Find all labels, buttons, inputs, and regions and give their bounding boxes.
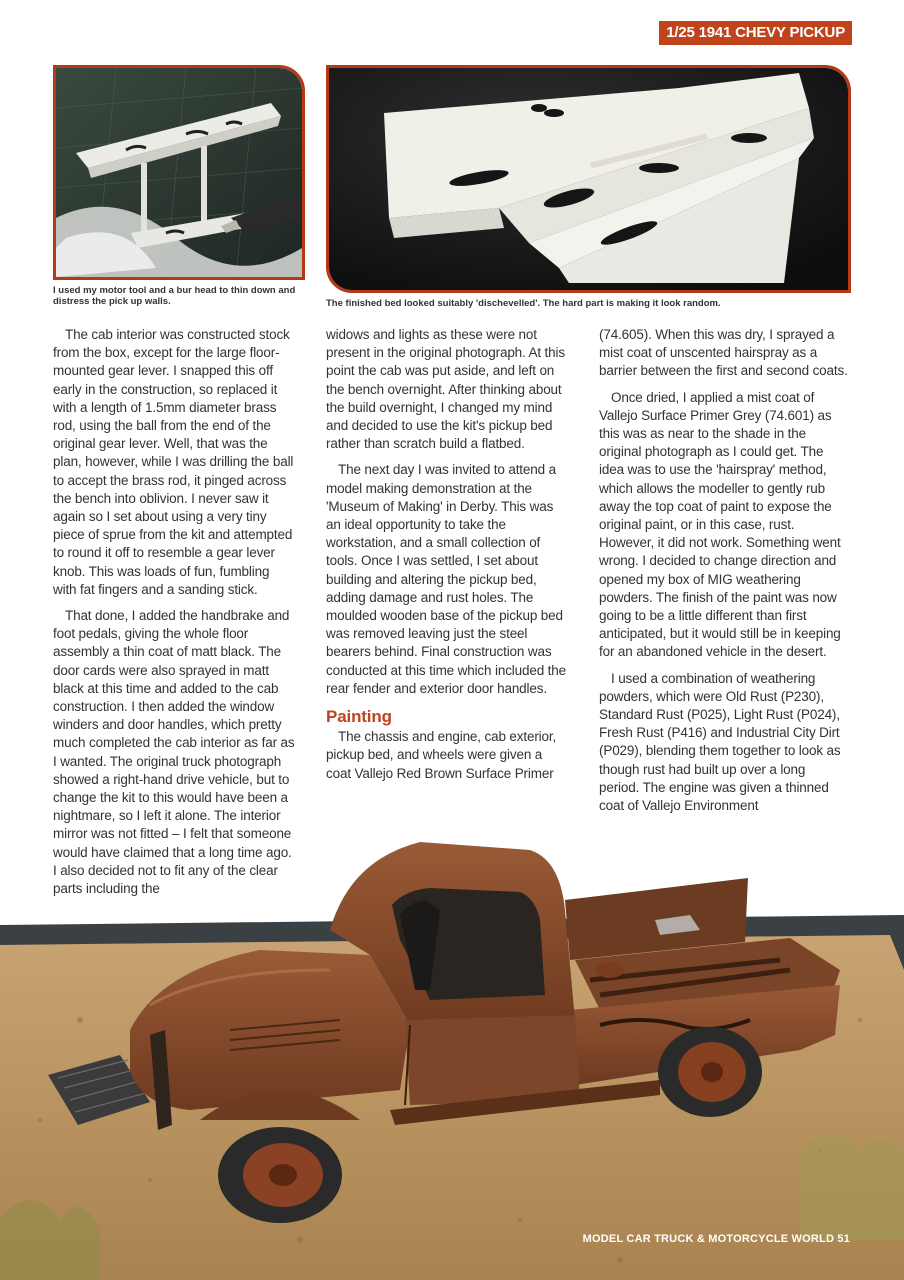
motor-tool-photo [53, 65, 305, 280]
motor-tool-image [56, 68, 302, 277]
paragraph: The chassis and engine, cab exterior, pickup bed, and wheels were given a coat Vallejo Red Brown Surface Primer [326, 729, 557, 781]
rusted-pickup-diorama-image [0, 820, 904, 1280]
paragraph: I used a combination of weathering powders, which were Old Rust (P230), Standard Rust (P025), Light Rust (P024), Fresh Rust (P416) and Industrial City Dirt (P029), blending them together to look as though rust had built up over a long period. The engine was given a thinned coat of Vallejo Environment [599, 670, 841, 814]
paragraph: That done, I added the handbrake and foot pedals, giving the whole floor assembly a thin coat of matt black. The door cards were also sprayed in matt black at this time and added to the cab construction. I then added the window winders and door handles, which pretty much completed the cab interior as far as I wanted. The original truck photograph showed a right-hand drive vehicle, but to change the kit to this would have been a nightmare, so I left it alone. The interior mirror was not fitted – I felt that someone would have claimed that a long time ago. I also decided not to fit any of the clear parts including the [53, 608, 295, 897]
magazine-title: MODEL CAR TRUCK & MOTORCYCLE WORLD [582, 1233, 835, 1245]
finished-bed-image [329, 68, 848, 290]
paragraph: The cab interior was constructed stock from the box, except for the large floor-mounted gear lever. I snapped this off early in the construction, so replaced it with a length of 1.5mm diameter brass rod, using the ball from the end of the original gear lever. Well, that was the plan, however, while I was drilling the ball to accept the brass rod, it pinged across the bench into oblivion. I never saw it again so I set about using a very tiny piece of sprue from the kit and attempted to round it off to resemble a gear lever knob. This was loads of fun, fumbling with fat fingers and a sanding stick. [53, 327, 294, 597]
paragraph: The next day I was invited to attend a model making demonstration at the 'Museum of Making' in Derby. This was an ideal opportunity to take the workstation, and a small collection of tools. Once I was settled, I set about building and altering the pickup bed, adding damage and rust holes. The moulded wooden base of the pickup bed was removed leaving just the steel bearers behind. Final construction was conducted at this time which included the rear fender and exterior door handles. [326, 462, 566, 696]
page-number: 51 [837, 1233, 850, 1245]
section-label: 1/25 1941 CHEVY PICKUP [659, 21, 852, 45]
paragraph: Once dried, I applied a mist coat of Vallejo Surface Primer Grey (74.601) as this was as near to the shade in the original photograph as I could get. The idea was to use the 'hairspray' method, which allows the modeller to gently rub away the top coat of paint to expose the original paint, or in this case, rust. However, it did not work. Something went wrong. I decided to change direction and opened my box of MIG weathering powders. The finish of the paint was now going to be a little different than first anticipated, but it would still be in keeping for an abandoned vehicle in the desert. [599, 389, 841, 660]
paragraph: widows and lights as these were not present in the original photograph. At this point the cab was put aside, and left on the bench overnight. After thinking about the build overnight, I changed my mind and decided to use the kit's pickup bed rather than scratch build a flatbed. [326, 327, 565, 452]
finished-bed-photo [326, 65, 851, 293]
paragraph: (74.605). When this was dry, I sprayed a mist coat of unscented hairspray as a barrier between the first and second coats. [599, 327, 848, 379]
page-footer [583, 1233, 850, 1245]
photo1-caption: I used my motor tool and a bur head to thin down and distress the pick up walls. [53, 285, 296, 307]
photo2-caption: The finished bed looked suitably 'dischevelled'. The hard part is making it look random. [326, 298, 721, 309]
painting-subhead: Painting [326, 707, 392, 727]
text-column-2 [326, 326, 566, 791]
text-column-3 [599, 326, 849, 823]
